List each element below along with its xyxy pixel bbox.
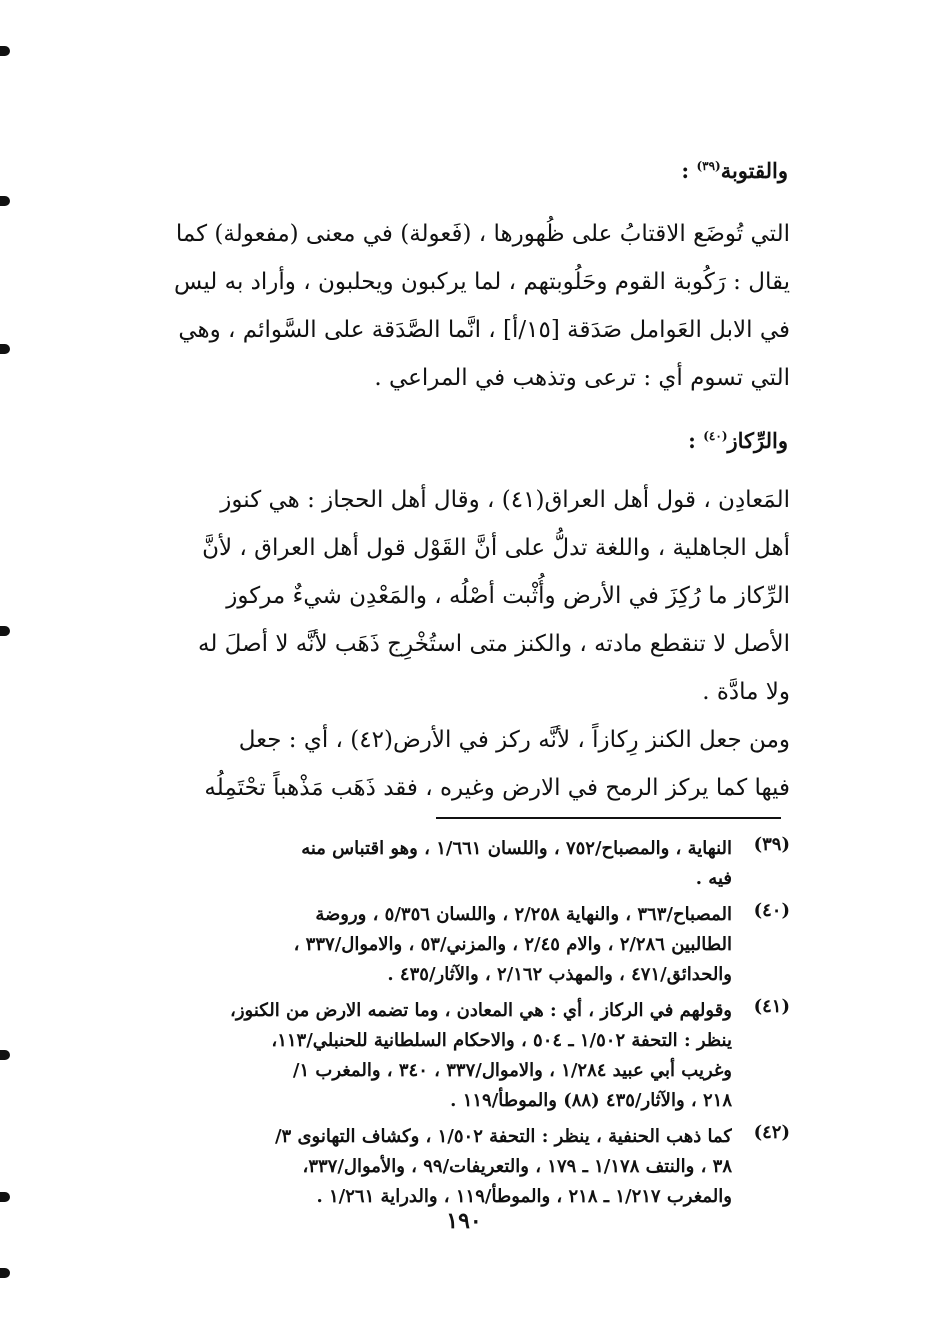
footnote-item	[132, 900, 790, 990]
footnote-line: وقولهم في الركاز ، أي : هي المعادن ، وما تضمه الارض من الكنوز،	[230, 1000, 732, 1021]
footnote-ref: (٣٩)	[696, 159, 721, 173]
text-line: في الابل العَوامل صَدَقة [١٥/أ] ، انَّما الصَّدَقة على السَّوائم ، وهي	[178, 317, 790, 343]
section-heading: والرِّكاز$^{(٤٠)}$ :	[688, 428, 788, 453]
scan-margin-mark	[0, 196, 10, 206]
heading-word: والقتوبة	[720, 158, 788, 183]
footnote-number: (٤٠)	[753, 900, 790, 921]
footnote-line: ينظر : التحفة ١/٥٠٢ ـ ٥٠٤ ، والاحكام السلطانية للحنبلي/١١٣،	[271, 1030, 732, 1051]
footnote-number: (٤٢)	[753, 1122, 790, 1143]
section-body	[132, 476, 790, 812]
text-line: يقال : رَكُوبة القوم وحَلُوبتهم ، لما يركبون ويحلبون ، وأراد به ليس	[174, 269, 790, 295]
text-line: التي تسوم أي : ترعى وتذهب في المراعي .	[374, 365, 790, 391]
scan-margin-mark	[0, 1192, 10, 1202]
footnote-item	[132, 996, 790, 1116]
footnote-ref: (٤٠)	[703, 429, 728, 443]
footnote-line: كما ذهب الحنفية ، ينظر : التحفة ١/٥٠٢ ، وكشاف التهانوى ٣/	[274, 1126, 732, 1147]
scan-margin-mark	[0, 46, 10, 56]
footnote-item	[132, 834, 790, 894]
footnote-item	[132, 1122, 790, 1212]
text-line: ولا مادَّة .	[702, 679, 790, 705]
footnote-line: ٢١٨ ، والآثار/٤٣٥ (٨٨) والموطأ/١١٩ .	[450, 1090, 732, 1111]
text-line: التي تُوضَع الاقتابُ على ظُهورها ، (فَعولة) في معنى (مفعولة) كما	[175, 221, 790, 247]
text-line: الأصل لا تنقطع مادته ، والكنز متى استُخْرِج ذَهَب لأنَّه لا أصلَ له	[198, 631, 790, 657]
footnote-line: المصباح/٣٦٣ ، والنهاية ٢/٢٥٨ ، واللسان ٥/٣٥٦ ، وروضة	[315, 904, 732, 925]
scan-margin-mark	[0, 344, 10, 354]
text-line: المَعادِن ، قول أهل العراق(٤١) ، وقال أهل الحجاز : هي كنوز	[220, 487, 790, 513]
scan-margin-mark	[0, 1268, 10, 1278]
text-line: ومن جعل الكنز رِكازاً ، لأنَّه ركز في الأرض(٤٢) ، أي : جعل	[238, 727, 790, 753]
section-body	[132, 210, 790, 402]
footnote-line: فيه .	[695, 868, 732, 889]
page-number: ١٩٠	[446, 1208, 482, 1234]
footnote-number: (٣٩)	[753, 834, 790, 855]
text-line: الرِّكاز ما رُكِزَ في الأرض وأُثْبت أصْلُه ، والمَعْدِن شيءٌ مركوز	[226, 583, 790, 609]
scan-margin-mark	[0, 1050, 10, 1060]
footnote-line: ٣٨ ، والنتف ١/١٧٨ ـ ١٧٩ ، والتعريفات/٩٩ ، والأموال/٣٣٧،	[302, 1156, 732, 1177]
text-line: أهل الجاهلية ، واللغة تدلُّ على أنَّ القَوْل قول أهل العراق ، لأنَّ	[202, 535, 790, 561]
footnote-line: والمغرب ١/٢١٧ ـ ٢١٨ ، والموطأ/١١٩ ، والدراية ١/٢٦١ .	[316, 1186, 732, 1207]
footnote-line: النهاية ، والمصباح/٧٥٢ ، واللسان ١/٦٦١ ، وهو اقتباس منه	[301, 838, 732, 859]
footnotes	[132, 834, 790, 1218]
heading-word: والرِّكاز	[727, 428, 788, 453]
footnote-line: الطالبين ٢/٢٨٦ ، والام ٢/٤٥ ، والمزني/٥٣ ، والاموال/٣٣٧ ،	[293, 934, 732, 955]
footnote-line: وغريب أبي عبيد ١/٢٨٤ ، والاموال/٣٣٧ ، ٣٤٠ ، والمغرب ١/	[292, 1060, 732, 1081]
text-line: فيها كما يركز الرمح في الارض وغيره ، فقد ذَهَب مَذْهباً تحْتَمِلُه	[204, 775, 790, 801]
footnote-number: (٤١)	[753, 996, 790, 1017]
footnote-line: والحدائق/٤٧١ ، والمهذب ٢/١٦٢ ، والآثار/٤٣٥ .	[387, 964, 732, 985]
scan-margin-mark	[0, 626, 10, 636]
section-heading: والقتوبة$^{(٣٩)}$ :	[681, 158, 788, 183]
footnote-separator	[436, 817, 781, 819]
